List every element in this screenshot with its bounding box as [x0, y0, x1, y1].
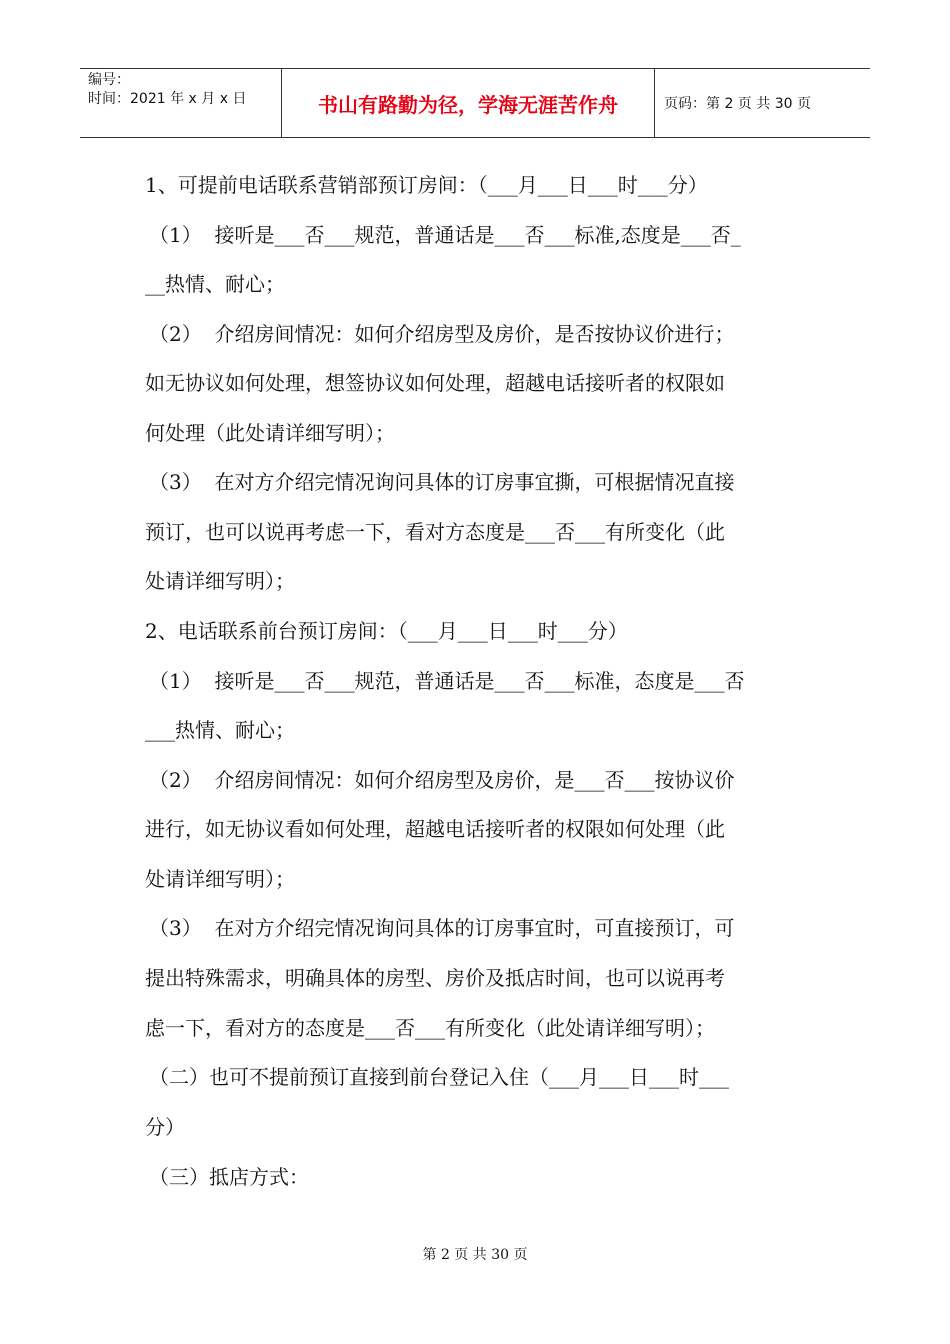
header-motto: 书山有路勤为径，学海无涯苦作舟 — [282, 69, 655, 137]
body-line: 进行，如无协议看如何处理，超越电话接听者的权限如何处理（此 — [145, 817, 725, 841]
header-page-number: 页码：第 2 页 共 30 页 — [664, 96, 811, 112]
body-line: 何处理（此处请详细写明）； — [145, 421, 395, 445]
body-line: （3） 在对方介绍完情况询问具体的订房事宜撕，可根据情况直接 — [149, 470, 735, 494]
body-line: 1、可提前电话联系营销部预订房间：（___月___日___时___分） — [145, 173, 708, 197]
body-line: 处请详细写明）； — [145, 569, 295, 593]
body-line: （三）抵店方式： — [149, 1165, 309, 1189]
body-line: （2） 介绍房间情况：如何介绍房型及房价，是否按协议价进行； — [149, 322, 735, 346]
body-line: 处请详细写明）； — [145, 867, 295, 891]
body-line: （1） 接听是___否___规范，普通话是___否___标准,态度是___否_ — [149, 223, 741, 247]
body-line: 分） — [145, 1115, 185, 1139]
body-line: ___热情、耐心； — [145, 718, 295, 742]
body-line: （二）也可不提前预订直接到前台登记入住（___月___日___时___ — [149, 1065, 729, 1089]
body-line: 预订，也可以说再考虑一下，看对方态度是___否___有所变化（此 — [145, 520, 725, 544]
body-line: （2） 介绍房间情况：如何介绍房型及房价，是___否___按协议价 — [149, 768, 735, 792]
body-line: 提出特殊需求，明确具体的房型、房价及抵店时间，也可以说再考 — [145, 966, 725, 990]
header-time: 时间：2021 年 x 月 x 日 — [88, 91, 247, 107]
page-header — [80, 68, 870, 138]
body-line: 2、电话联系前台预订房间：（___月___日___时___分） — [145, 619, 628, 643]
body-line: 虑一下，看对方的态度是___否___有所变化（此处请详细写明）； — [145, 1016, 715, 1040]
page-footer: 第 2 页 共 30 页 — [422, 1247, 528, 1263]
body-line: __热情、耐心； — [145, 272, 285, 296]
body-line: （3） 在对方介绍完情况询问具体的订房事宜时，可直接预订，可 — [149, 916, 735, 940]
header-number: 编号： — [88, 72, 130, 88]
header-meta — [80, 69, 282, 137]
body-line: 如无协议如何处理，想签协议如何处理，超越电话接听者的权限如 — [145, 371, 725, 395]
body-line: （1） 接听是___否___规范，普通话是___否___标准，态度是___否 — [149, 669, 745, 693]
